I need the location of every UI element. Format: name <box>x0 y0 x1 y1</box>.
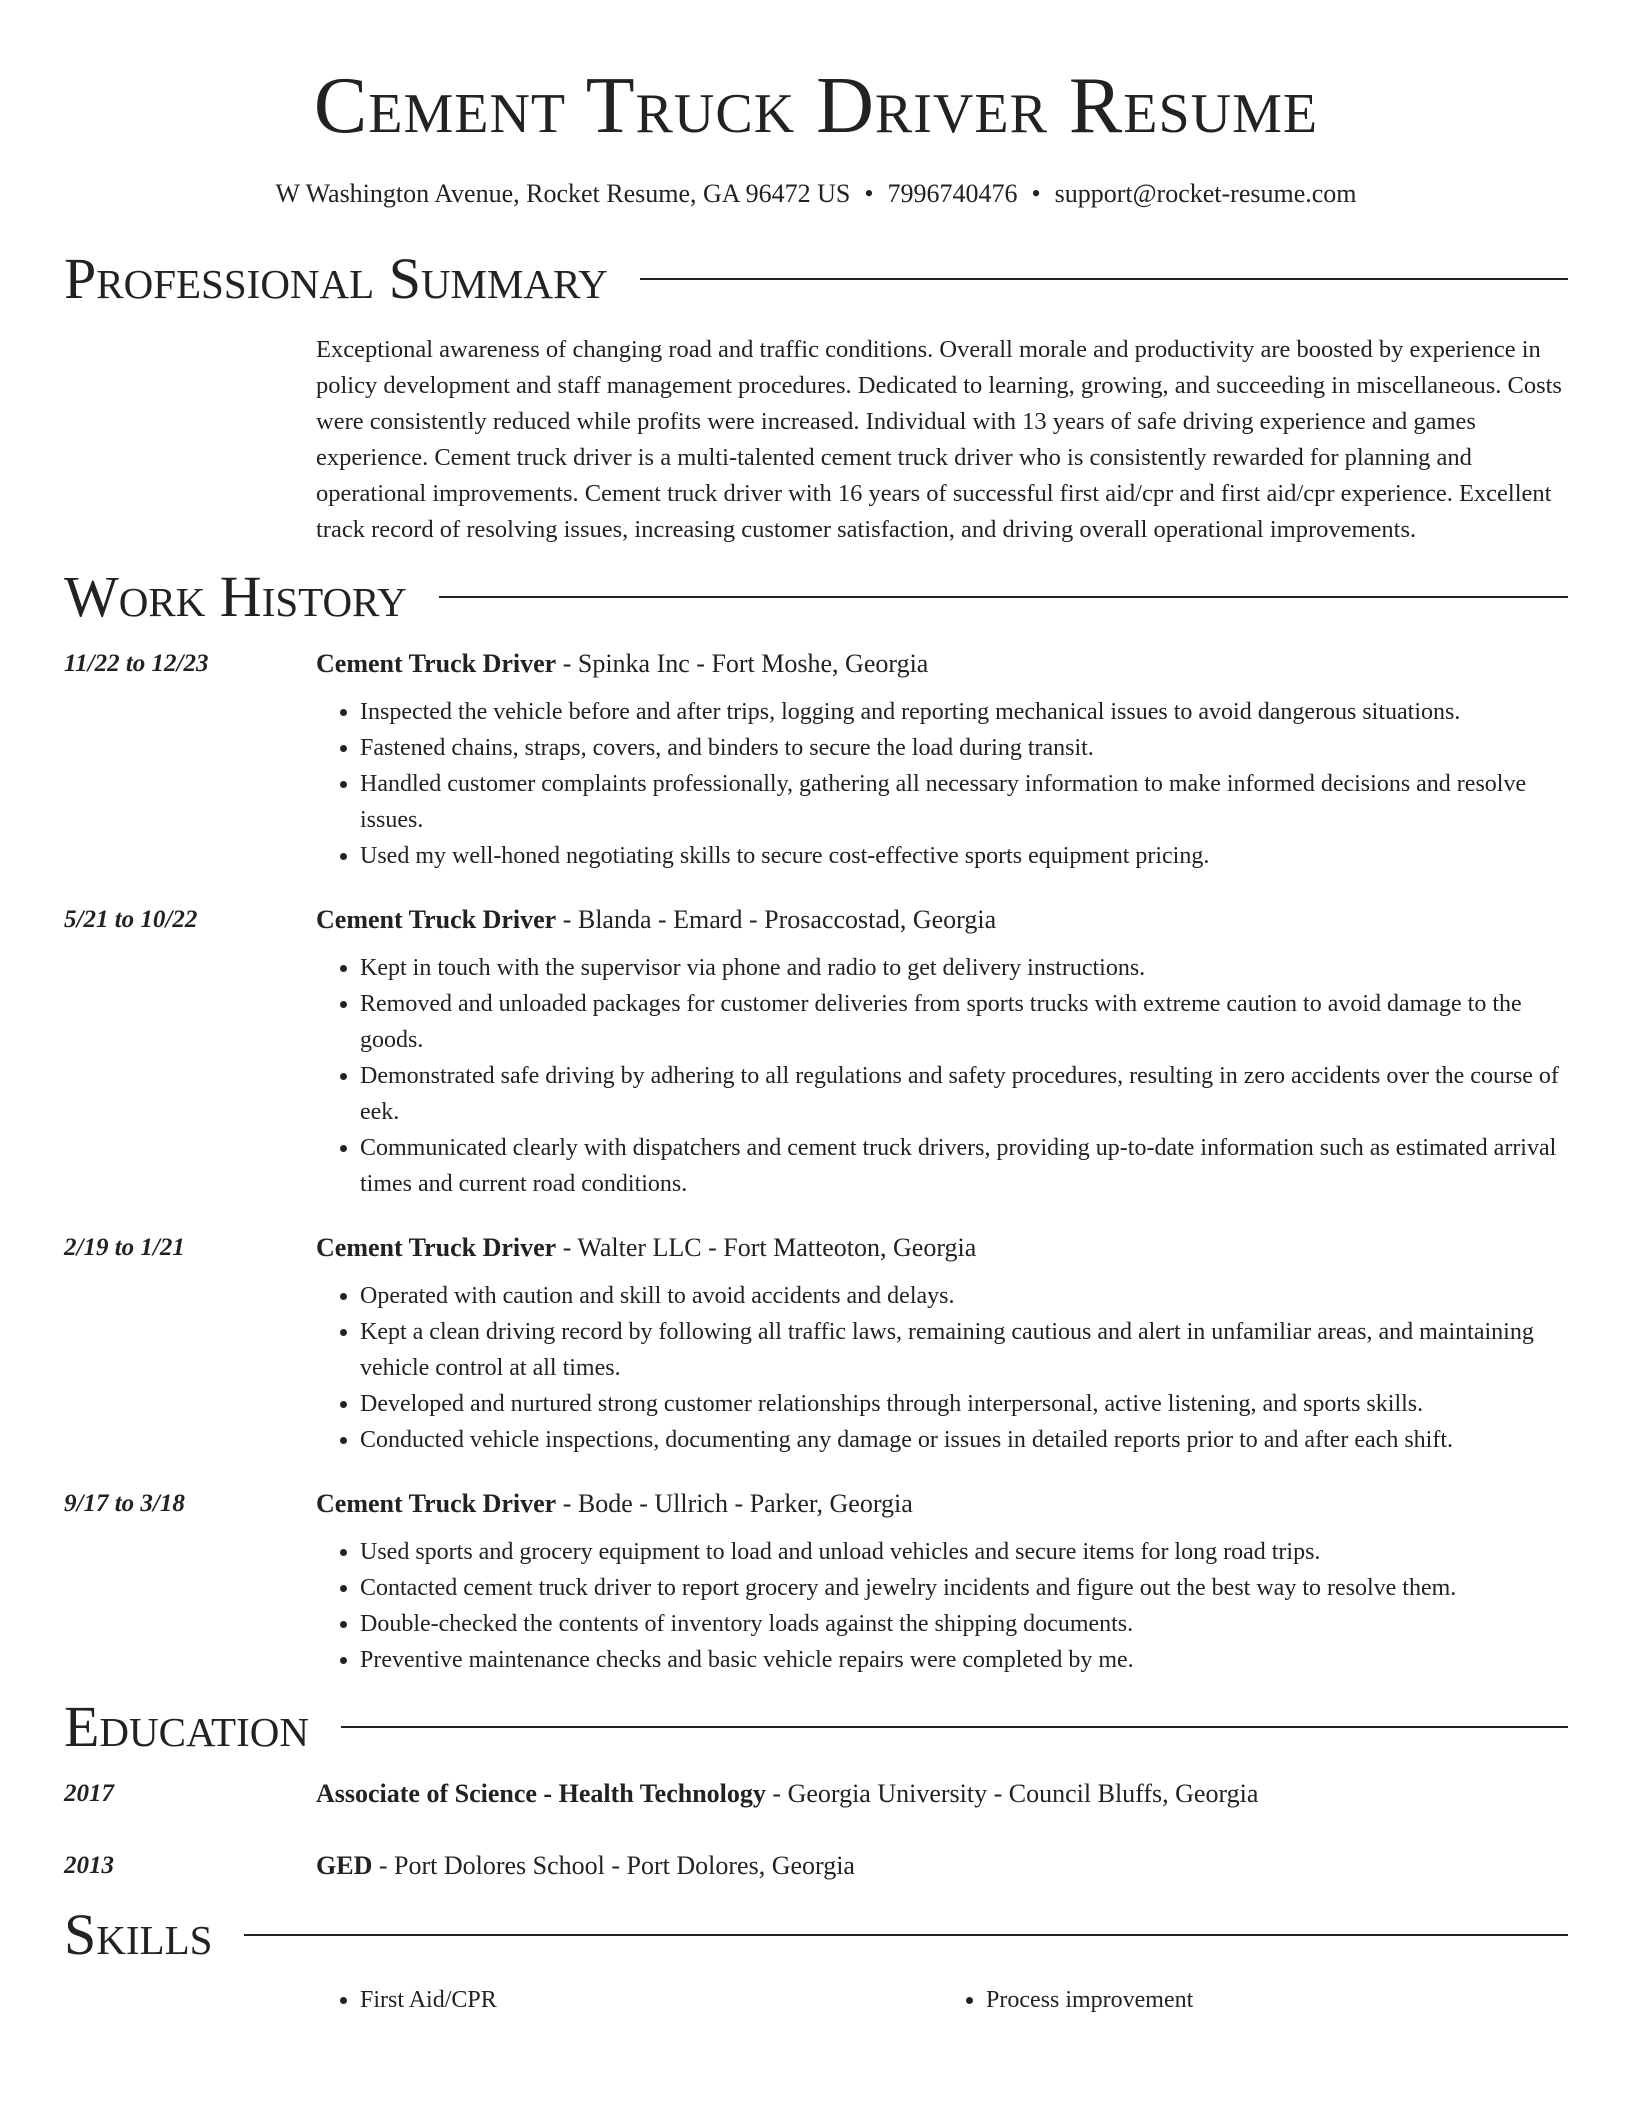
education-year: 2013 <box>64 1852 114 1879</box>
list-item: • Used sports and grocery equipment to load and unload vehicles and secure items for long road trips. <box>360 1534 1568 1570</box>
contact-separator: • <box>864 179 874 208</box>
job-title: Cement Truck Driver <box>316 905 557 934</box>
section-heading-skills-label: Skills <box>64 1902 213 1967</box>
education-entry <box>64 1774 1568 1814</box>
list-item: • Inspected the vehicle before and after trips, logging and reporting mechanical issues to avoid dangerous situations. <box>360 694 1568 730</box>
list-item: • Used my well-honed negotiating skills to secure cost-effective sports equipment pricing. <box>360 838 1568 874</box>
job-body <box>316 644 1568 874</box>
job-title: Cement Truck Driver <box>316 1233 557 1262</box>
education-list <box>64 1774 1568 1886</box>
education-body <box>316 1846 1568 1886</box>
contact-phone: 7996740476 <box>887 179 1018 208</box>
job-body <box>316 900 1568 1202</box>
job-details: - Walter LLC - Fort Matteoton, Georgia <box>556 1233 977 1262</box>
job-bullets <box>316 1534 1568 1678</box>
section-heading-education <box>64 1692 1568 1762</box>
section-heading-work-history-label: Work History <box>64 564 407 629</box>
list-item: • Handled customer complaints professionally, gathering all necessary information to make informed decisions and resolve issues. <box>360 766 1568 838</box>
job-title: Cement Truck Driver <box>316 649 557 678</box>
education-year: 2017 <box>64 1780 114 1807</box>
list-item: • Conducted vehicle inspections, documenting any damage or issues in detailed reports prior to and after each shift. <box>360 1422 1568 1458</box>
section-heading-summary <box>64 244 1568 314</box>
list-item: • Demonstrated safe driving by adhering to all regulations and safety procedures, resulting in zero accidents over the course of eek. <box>360 1058 1568 1130</box>
job-dates: 9/17 to 3/18 <box>64 1490 185 1517</box>
job-bullets <box>316 1278 1568 1458</box>
job-body <box>316 1484 1568 1678</box>
education-degree: GED <box>316 1851 373 1880</box>
education-entry <box>64 1846 1568 1886</box>
section-divider <box>640 278 1568 280</box>
list-item: • Contacted cement truck driver to report grocery and jewelry incidents and figure out the best way to resolve them. <box>360 1570 1568 1606</box>
section-divider <box>439 596 1568 598</box>
list-item: • Preventive maintenance checks and basic vehicle repairs were completed by me. <box>360 1642 1568 1678</box>
work-history-list <box>64 644 1568 1678</box>
list-item: • Kept a clean driving record by following all traffic laws, remaining cautious and alert in unfamiliar areas, and maintaining vehicle control at all times. <box>360 1314 1568 1386</box>
list-item: • Communicated clearly with dispatchers and cement truck drivers, providing up-to-date information such as estimated arrival times and current road conditions. <box>360 1130 1568 1202</box>
job-body <box>316 1228 1568 1458</box>
job-entry <box>64 1228 1568 1458</box>
skills-column-right <box>942 1982 1568 2018</box>
job-details: - Spinka Inc - Fort Moshe, Georgia <box>556 649 929 678</box>
job-entry <box>64 644 1568 874</box>
contact-separator: • <box>1031 179 1041 208</box>
skills-column-left <box>316 1982 942 2018</box>
summary-text: Exceptional awareness of changing road and traffic conditions. Overall morale and productivity are boosted by experience in policy development and staff management procedures. Dedicated to learning, growing, and succeeding in miscellaneous. Costs were consistently reduced while profits were increased. Individual with 13 years of safe driving experience and games experience. Cement truck driver is a multi-talented cement truck driver who is consistently rewarded for planning and operational improvements. Cement truck driver with 16 years of successful first aid/cpr and first aid/cpr experience. Excellent track record of resolving issues, increasing customer satisfaction, and driving overall operational improvements. <box>316 336 1562 543</box>
job-dates: 5/21 to 10/22 <box>64 906 198 933</box>
section-divider <box>244 1934 1568 1936</box>
contact-line <box>64 176 1568 212</box>
list-item: • Operated with caution and skill to avoid accidents and delays. <box>360 1278 1568 1314</box>
contact-address: W Washington Avenue, Rocket Resume, GA 96472 US <box>275 179 851 208</box>
section-divider <box>341 1726 1568 1728</box>
list-item: • Removed and unloaded packages for customer deliveries from sports trucks with extreme caution to avoid damage to the goods. <box>360 986 1568 1058</box>
section-heading-education-label: Education <box>64 1694 309 1759</box>
job-entry <box>64 1484 1568 1678</box>
job-title: Cement Truck Driver <box>316 1489 557 1518</box>
job-header <box>316 1228 1568 1268</box>
job-header <box>316 1484 1568 1524</box>
job-header <box>316 900 1568 940</box>
contact-email: support@rocket-resume.com <box>1054 179 1357 208</box>
education-details: - Port Dolores School - Port Dolores, Georgia <box>372 1851 855 1880</box>
section-heading-work-history <box>64 562 1568 632</box>
section-heading-skills <box>64 1900 1568 1970</box>
skill-item: • Process improvement <box>986 1982 1568 2018</box>
list-item: • Kept in touch with the supervisor via phone and radio to get delivery instructions. <box>360 950 1568 986</box>
job-bullets <box>316 950 1568 1202</box>
list-item: • Fastened chains, straps, covers, and binders to secure the load during transit. <box>360 730 1568 766</box>
job-entry <box>64 900 1568 1202</box>
education-details: - Georgia University - Council Bluffs, Georgia <box>765 1779 1259 1808</box>
skill-item: • First Aid/CPR <box>360 1982 942 2018</box>
job-header <box>316 644 1568 684</box>
education-degree: Associate of Science - Health Technology <box>316 1779 766 1808</box>
list-item: • Developed and nurtured strong customer relationships through interpersonal, active listening, and sports skills. <box>360 1386 1568 1422</box>
skills-list <box>316 1982 1568 2018</box>
job-details: - Bode - Ullrich - Parker, Georgia <box>556 1489 913 1518</box>
section-heading-summary-label: Professional Summary <box>64 246 608 311</box>
job-dates: 2/19 to 1/21 <box>64 1234 185 1261</box>
resume-title: Cement Truck Driver Resume <box>313 62 1319 150</box>
job-dates: 11/22 to 12/23 <box>64 650 209 677</box>
job-bullets <box>316 694 1568 874</box>
list-item: • Double-checked the contents of inventory loads against the shipping documents. <box>360 1606 1568 1642</box>
job-details: - Blanda - Emard - Prosaccostad, Georgia <box>556 905 997 934</box>
education-body <box>316 1774 1568 1814</box>
